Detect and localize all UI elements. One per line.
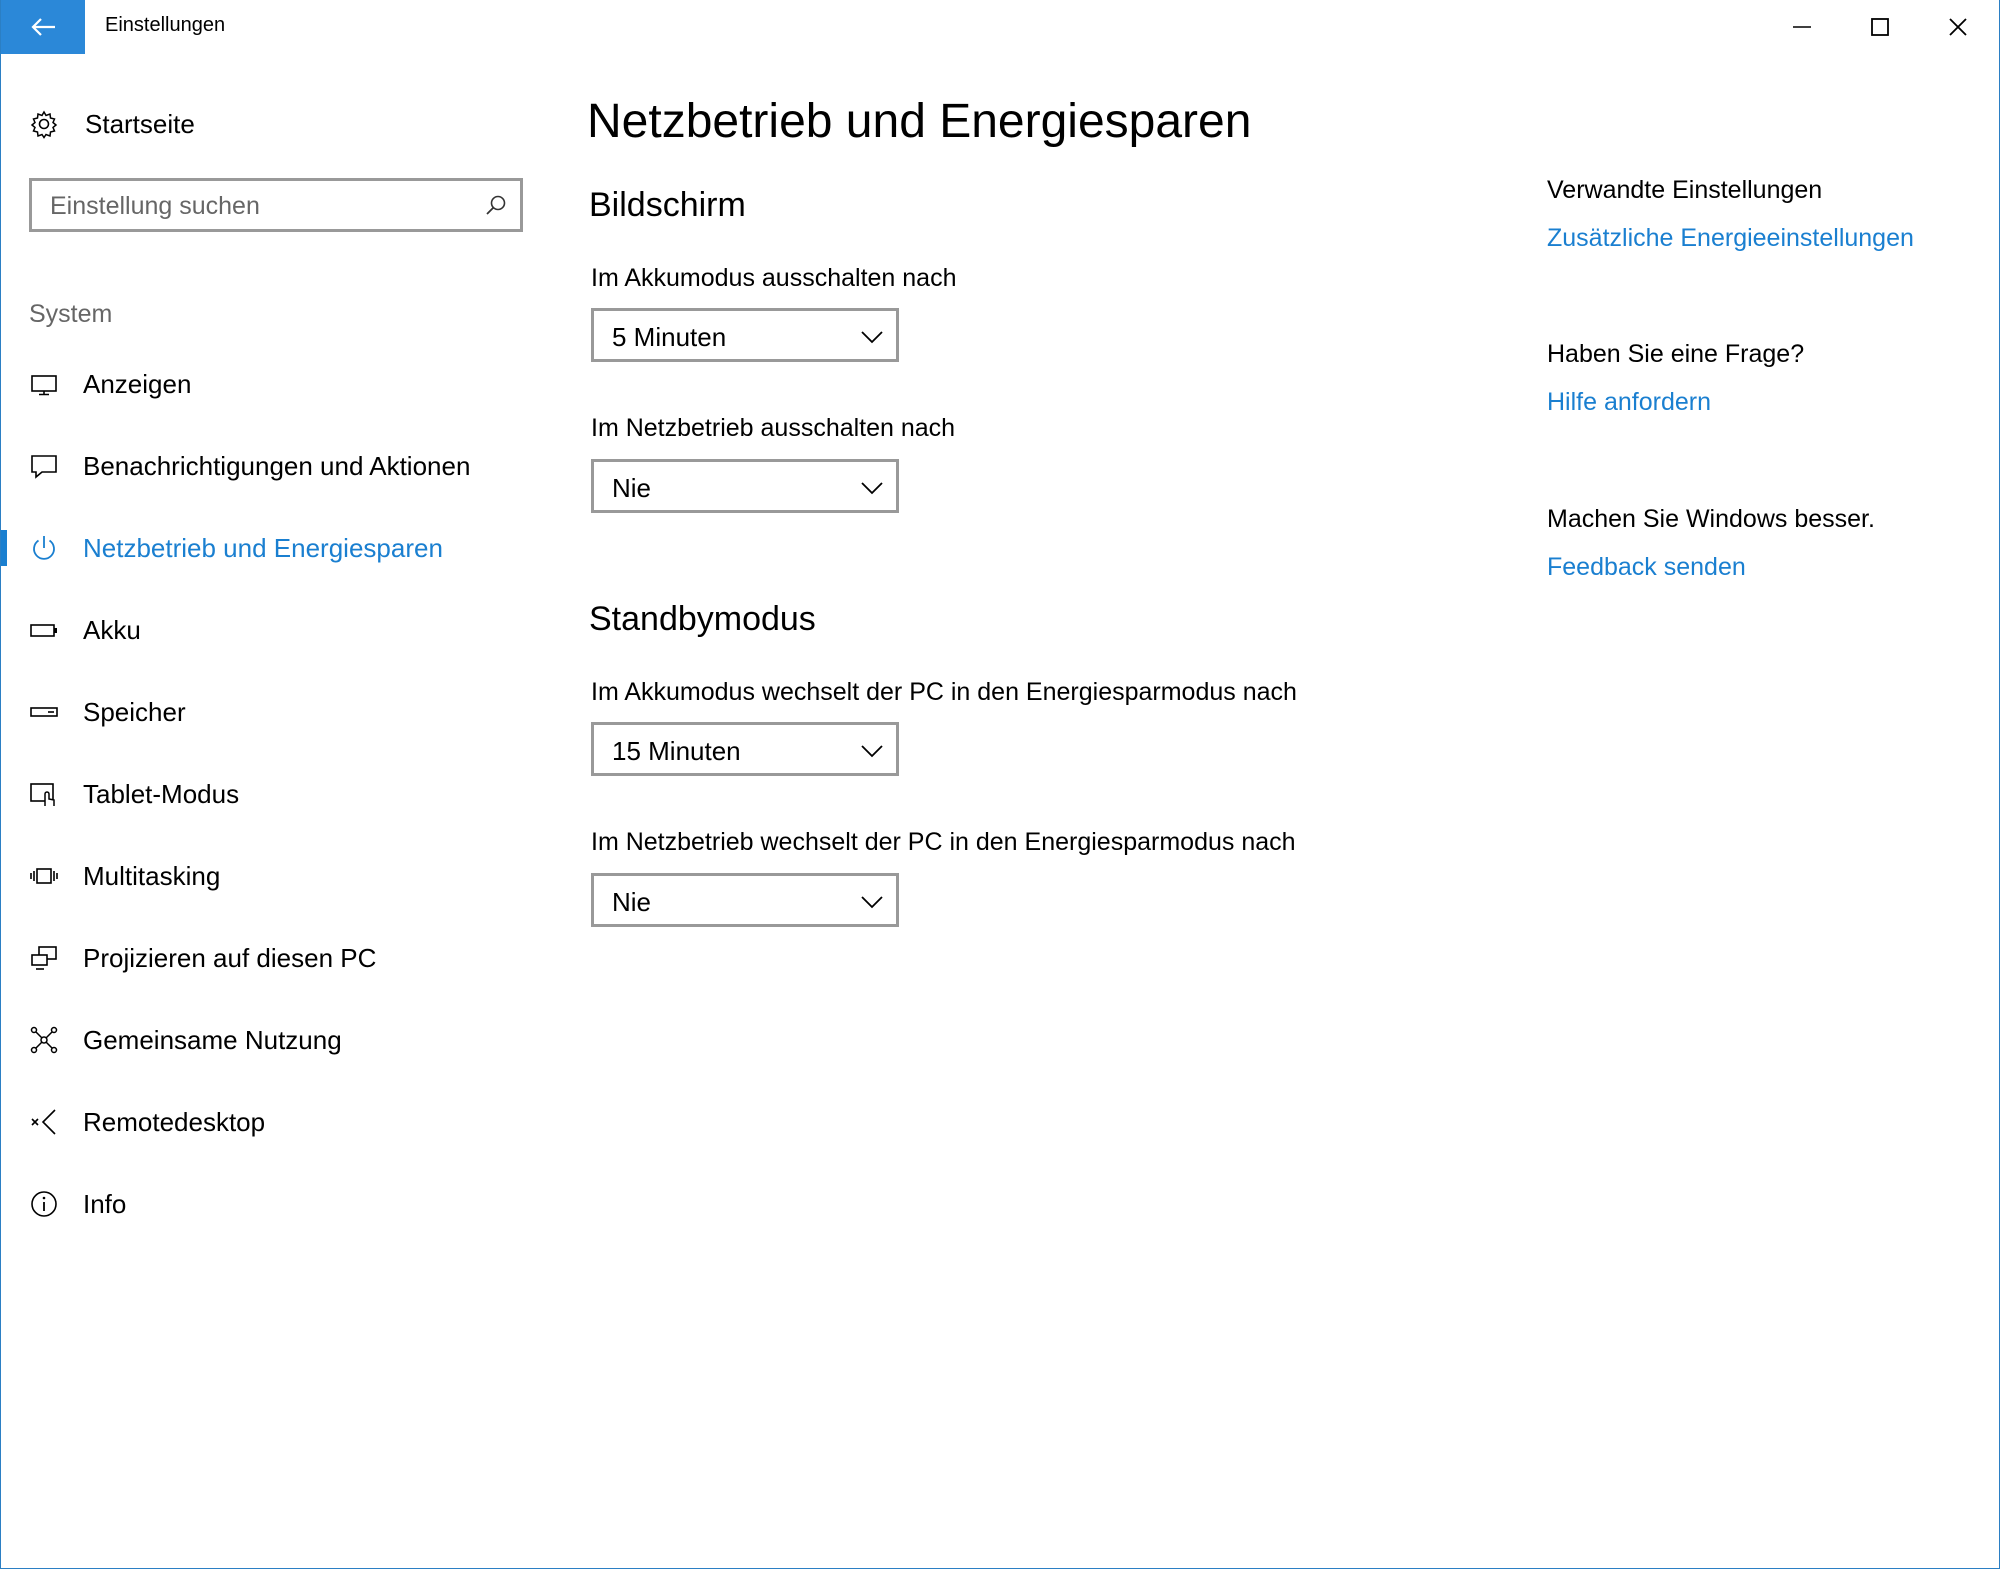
sidebar-item-label: Benachrichtigungen und Aktionen [83, 450, 471, 481]
home-label: Startseite [85, 108, 195, 139]
sleep-plugged-dropdown[interactable] [591, 873, 899, 927]
sleep-battery-dropdown[interactable] [591, 722, 899, 776]
sidebar-item-tablet-modus[interactable] [1, 764, 541, 824]
maximize-icon [1870, 17, 1890, 37]
chevron-down-icon [860, 890, 884, 912]
project-icon [29, 943, 59, 973]
sidebar-item-label: Gemeinsame Nutzung [83, 1024, 342, 1055]
sidebar-item-label: Multitasking [83, 860, 221, 891]
title-bar [1, 0, 1999, 54]
share-icon [29, 1025, 59, 1055]
sidebar-item-label: Remotedesktop [83, 1106, 266, 1137]
screen-plugged-label: Im Netzbetrieb ausschalten nach [591, 414, 956, 442]
home-link[interactable] [29, 106, 195, 142]
search-icon[interactable] [484, 193, 508, 217]
screen-plugged-dropdown[interactable] [591, 459, 899, 513]
send-feedback-link[interactable]: Feedback senden [1547, 553, 1746, 581]
window-title: Einstellungen [105, 14, 226, 36]
dropdown-value: Nie [612, 473, 652, 503]
sleep-plugged-label: Im Netzbetrieb wechselt der PC in den Energiesparmodus nach [591, 828, 1296, 856]
battery-icon [29, 615, 59, 645]
sidebar-item-label: Akku [83, 614, 141, 645]
sleep-heading: Standbymodus [589, 600, 816, 638]
sidebar-item-label: Tablet-Modus [83, 778, 240, 809]
feedback-heading: Machen Sie Windows besser. [1547, 505, 1875, 533]
search-box[interactable] [29, 178, 523, 232]
sidebar-item-label: Speicher [83, 696, 186, 727]
chevron-down-icon [860, 325, 884, 347]
sidebar-item-info[interactable] [1, 1174, 541, 1234]
sidebar-item-speicher[interactable] [1, 682, 541, 742]
close-icon [1948, 17, 1968, 37]
screen-battery-label: Im Akkumodus ausschalten nach [591, 264, 957, 292]
screen-battery-dropdown[interactable] [591, 308, 899, 362]
question-heading: Haben Sie eine Frage? [1547, 340, 1805, 368]
back-arrow-icon [30, 17, 56, 37]
dropdown-value: 15 Minuten [612, 736, 741, 766]
power-icon [29, 533, 59, 563]
sidebar-item-anzeigen[interactable] [1, 354, 541, 414]
sidebar-item-label: Info [83, 1188, 127, 1219]
minimize-icon [1792, 17, 1812, 37]
minimize-button[interactable] [1763, 0, 1841, 54]
gear-icon [29, 109, 59, 139]
active-indicator [1, 530, 7, 566]
multitasking-icon [29, 861, 59, 891]
sidebar-item-netzbetrieb[interactable] [1, 518, 541, 578]
related-settings-heading: Verwandte Einstellungen [1547, 176, 1823, 204]
close-button[interactable] [1919, 0, 1997, 54]
dropdown-value: Nie [612, 887, 652, 917]
additional-power-settings-link[interactable]: Zusätzliche Energieeinstellungen [1547, 224, 1914, 252]
dropdown-value: 5 Minuten [612, 322, 727, 352]
sidebar-item-projizieren[interactable] [1, 928, 541, 988]
section-label-system: System [29, 300, 113, 328]
notification-icon [29, 451, 59, 481]
page-title: Netzbetrieb und Energiesparen [587, 95, 1252, 148]
sidebar-item-remotedesktop[interactable] [1, 1092, 541, 1152]
remote-desktop-icon [29, 1107, 59, 1137]
sidebar-item-benachrichtigungen[interactable] [1, 436, 541, 496]
get-help-link[interactable]: Hilfe anfordern [1547, 388, 1711, 416]
search-input[interactable] [48, 181, 452, 231]
sidebar-item-multitasking[interactable] [1, 846, 541, 906]
sleep-battery-label: Im Akkumodus wechselt der PC in den Energiesparmodus nach [591, 678, 1297, 706]
screen-heading: Bildschirm [589, 186, 746, 224]
sidebar-item-label: Anzeigen [83, 368, 192, 399]
maximize-button[interactable] [1841, 0, 1919, 54]
back-button[interactable] [1, 0, 85, 54]
tablet-mode-icon [29, 779, 59, 809]
storage-icon [29, 697, 59, 727]
chevron-down-icon [860, 739, 884, 761]
sidebar-item-label: Projizieren auf diesen PC [83, 942, 377, 973]
monitor-icon [29, 369, 59, 399]
sidebar-item-gemeinsame-nutzung[interactable] [1, 1010, 541, 1070]
chevron-down-icon [860, 476, 884, 498]
info-icon [29, 1189, 59, 1219]
sidebar-item-label: Netzbetrieb und Energiesparen [83, 532, 443, 563]
sidebar-item-akku[interactable] [1, 600, 541, 660]
